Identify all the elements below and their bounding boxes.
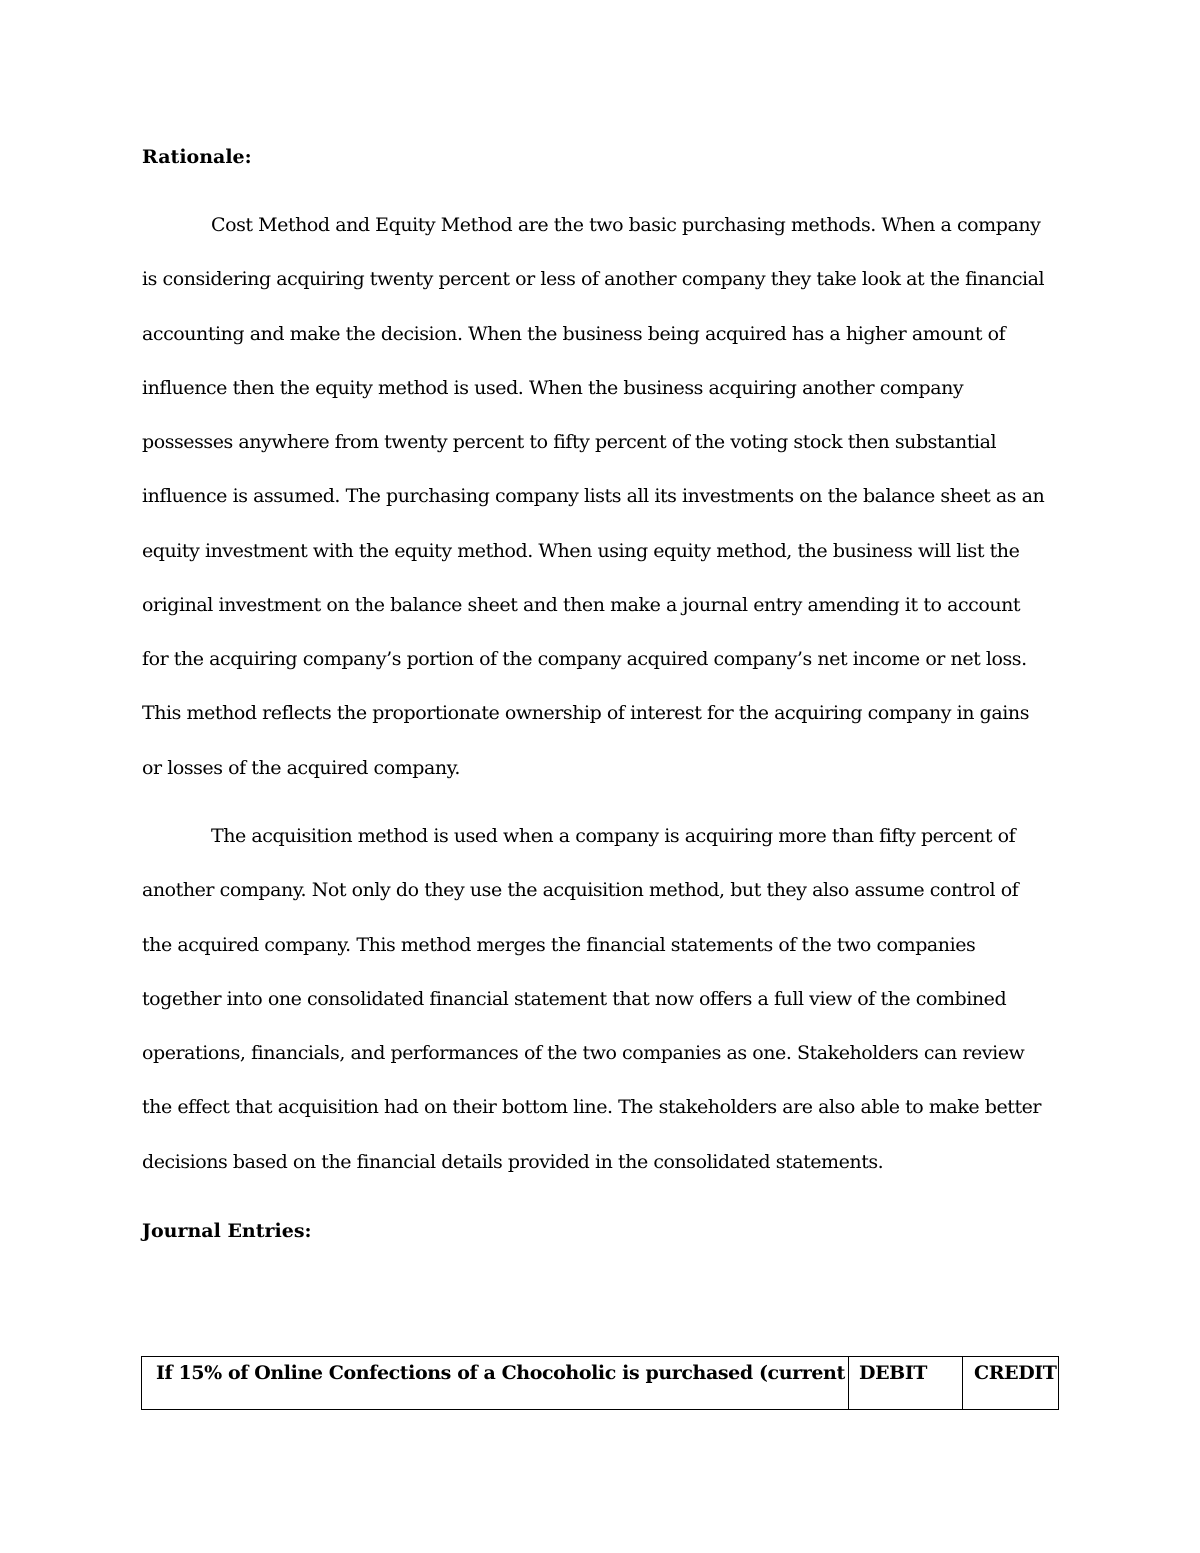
text-line: influence then the equity method is used. When the business acquiring another company (142, 376, 964, 399)
text-line: accounting and make the decision. When the business being acquired has a higher amount of (142, 322, 1006, 345)
text-line: influence is assumed. The purchasing company lists all its investments on the balance sheet as an (142, 485, 1045, 508)
text-line: together into one consolidated financial statement that now offers a full view of the combined (142, 987, 1007, 1010)
text-line: original investment on the balance sheet and then make a journal entry amending it to account (142, 593, 1021, 616)
journal-entries-table (141, 1356, 1059, 1410)
table-header-description: If 15% of Online Confections of a Chocoholic is purchased (current (142, 1357, 849, 1410)
text-line: for the acquiring company’s portion of the company acquired company’s net income or net loss. (142, 648, 1027, 670)
text-line: Cost Method and Equity Method are the two basic purchasing methods. When a company (211, 214, 1041, 236)
table-header-debit: DEBIT (849, 1357, 963, 1410)
text-line: or losses of the acquired company. (142, 756, 461, 779)
table-header-credit: CREDIT (963, 1357, 1059, 1410)
rationale-paragraph-2 (142, 809, 1062, 1189)
text-line: This method reflects the proportionate ownership of interest for the acquiring company in gains (142, 702, 1029, 725)
text-line: is considering acquiring twenty percent or less of another company they take look at the financial (142, 268, 1045, 291)
text-line: The acquisition method is used when a company is acquiring more than fifty percent of (211, 825, 1016, 847)
text-line: the acquired company. This method merges the financial statements of the two companies (142, 933, 976, 956)
rationale-heading: Rationale: (142, 146, 252, 168)
journal-entries-heading: Journal Entries: (142, 1220, 312, 1242)
text-line: decisions based on the financial details provided in the consolidated statements. (142, 1150, 884, 1173)
text-line: another company. Not only do they use the acquisition method, but they also assume control of (142, 879, 1019, 902)
text-line: the effect that acquisition had on their bottom line. The stakeholders are also able to make better (142, 1096, 1042, 1119)
rationale-paragraph-1 (142, 198, 1062, 795)
text-line: possesses anywhere from twenty percent to fifty percent of the voting stock then substantial (142, 431, 997, 453)
table-header-row (142, 1357, 1059, 1410)
text-line: operations, financials, and performances of the two companies as one. Stakeholders can review (142, 1042, 1025, 1064)
text-line: equity investment with the equity method. When using equity method, the business will list the (142, 539, 1020, 562)
